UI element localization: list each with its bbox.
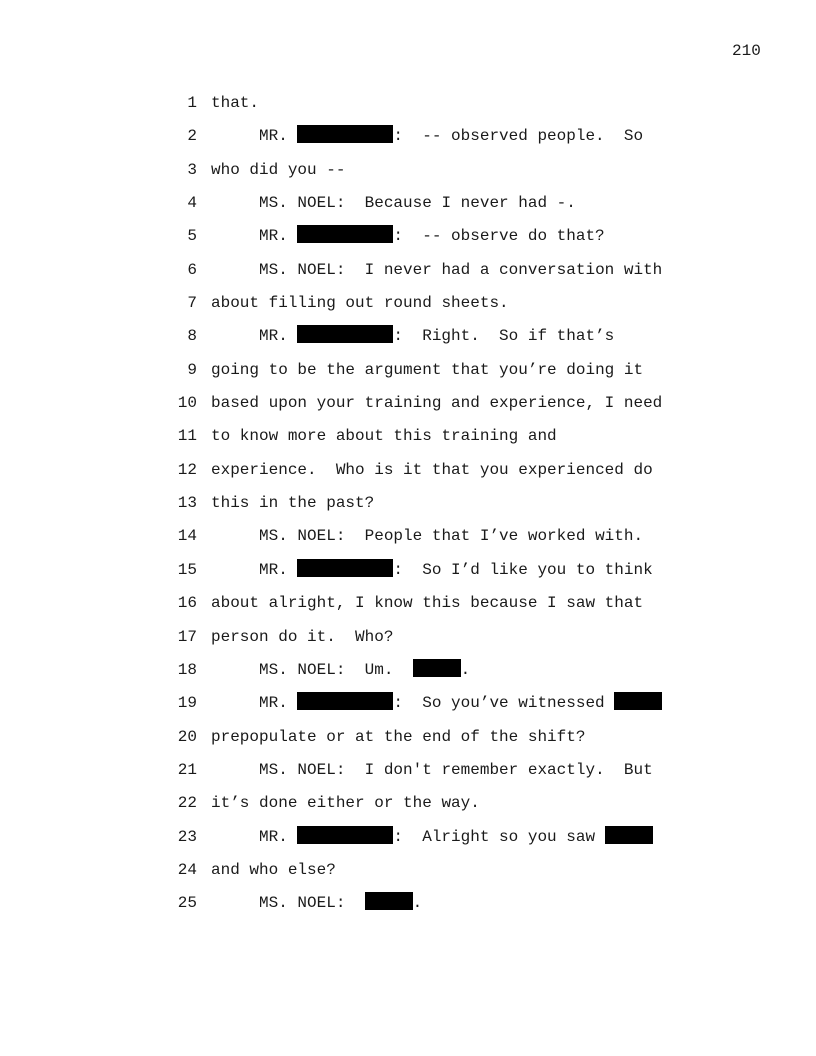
line-text — [211, 258, 662, 282]
line-number: 19 — [177, 694, 197, 713]
transcript-line — [0, 858, 816, 891]
text-segment: about filling out round sheets. — [211, 294, 509, 313]
redaction-box — [365, 892, 413, 910]
text-segment: it’s done either or the way. — [211, 794, 480, 813]
line-number: 18 — [177, 660, 197, 679]
line-number: 23 — [177, 827, 197, 846]
transcript-line — [0, 491, 816, 524]
transcript-line — [0, 825, 816, 858]
line-text — [211, 291, 509, 315]
text-segment: MR. — [211, 227, 298, 246]
line-text — [211, 524, 643, 548]
text-segment: . — [460, 660, 471, 679]
text-segment: prepopulate or at the end of the shift? — [211, 727, 586, 746]
transcript-line — [0, 424, 816, 457]
transcript-line — [0, 725, 816, 758]
line-text — [211, 791, 480, 815]
text-segment: MR. — [211, 694, 298, 713]
line-number: 7 — [187, 294, 197, 313]
line-number: 15 — [177, 560, 197, 579]
line-text — [211, 324, 614, 348]
line-number: 4 — [187, 194, 197, 213]
line-text — [211, 424, 557, 448]
text-segment: MR. — [211, 560, 298, 579]
transcript-line — [0, 791, 816, 824]
text-segment: MS. NOEL: Because I never had -. — [211, 194, 576, 213]
text-segment: : -- observed people. So — [393, 127, 644, 146]
line-number: 11 — [177, 427, 197, 446]
line-number: 24 — [177, 860, 197, 879]
line-text — [211, 825, 653, 849]
transcript-line — [0, 691, 816, 724]
text-segment: : So I’d like you to think — [393, 560, 653, 579]
line-text — [211, 458, 653, 482]
line-number: 5 — [187, 227, 197, 246]
transcript-line — [0, 258, 816, 291]
text-segment: and who else? — [211, 860, 336, 879]
line-text — [211, 91, 259, 115]
text-segment: MR. — [211, 327, 298, 346]
line-text — [211, 858, 336, 882]
transcript-line — [0, 891, 816, 924]
line-number: 21 — [177, 760, 197, 779]
transcript-line — [0, 358, 816, 391]
line-number: 17 — [177, 627, 197, 646]
text-segment: based upon your training and experience, I need — [211, 394, 663, 413]
line-number: 12 — [177, 460, 197, 479]
line-number: 10 — [177, 394, 197, 413]
transcript-line — [0, 158, 816, 191]
page-number: 210 — [732, 42, 761, 60]
line-text — [211, 124, 643, 148]
transcript-line — [0, 391, 816, 424]
text-segment: . — [412, 894, 423, 913]
transcript-body — [0, 91, 816, 925]
transcript-line — [0, 124, 816, 157]
text-segment: person do it. Who? — [211, 627, 394, 646]
line-text — [211, 691, 662, 715]
text-segment: : -- observe do that? — [393, 227, 605, 246]
line-text — [211, 224, 605, 248]
line-number: 16 — [177, 594, 197, 613]
transcript-line — [0, 458, 816, 491]
transcript-line — [0, 658, 816, 691]
line-text — [211, 558, 653, 582]
redaction-box — [297, 225, 393, 243]
line-number: 20 — [177, 727, 197, 746]
transcript-line — [0, 558, 816, 591]
redaction-box — [297, 325, 393, 343]
transcript-line — [0, 291, 816, 324]
text-segment: MS. NOEL: Um. — [211, 660, 413, 679]
line-number: 2 — [187, 127, 197, 146]
line-number: 1 — [187, 94, 197, 112]
text-segment: : Alright so you saw — [393, 827, 605, 846]
line-number: 9 — [187, 360, 197, 379]
redaction-box — [297, 559, 393, 577]
line-text — [211, 358, 643, 382]
text-segment: MR. — [211, 127, 298, 146]
line-text — [211, 491, 374, 515]
text-segment: : So you’ve witnessed — [393, 694, 615, 713]
line-text — [211, 191, 576, 215]
redaction-box — [413, 659, 461, 677]
line-number: 13 — [177, 494, 197, 513]
text-segment: who did you -- — [211, 160, 346, 179]
line-text — [211, 658, 470, 682]
redaction-box — [297, 125, 393, 143]
redaction-box — [605, 826, 653, 844]
line-text — [211, 158, 345, 182]
text-segment: MS. NOEL: I don't remember exactly. But — [211, 760, 653, 779]
transcript-line — [0, 324, 816, 357]
redaction-box — [297, 692, 393, 710]
line-text — [211, 625, 393, 649]
text-segment: going to be the argument that you’re doing it — [211, 360, 644, 379]
transcript-line — [0, 591, 816, 624]
redaction-box — [297, 826, 393, 844]
transcript-line — [0, 625, 816, 658]
transcript-line — [0, 224, 816, 257]
line-number: 8 — [187, 327, 197, 346]
line-number: 3 — [187, 160, 197, 179]
text-segment: that. — [211, 94, 260, 112]
transcript-line — [0, 758, 816, 791]
line-text — [211, 891, 422, 915]
text-segment: MS. NOEL: — [211, 894, 365, 913]
text-segment: MR. — [211, 827, 298, 846]
text-segment: MS. NOEL: I never had a conversation with — [211, 260, 663, 279]
transcript-line — [0, 91, 816, 124]
text-segment: experience. Who is it that you experienced do — [211, 460, 653, 479]
line-number: 6 — [187, 260, 197, 279]
line-number: 14 — [177, 527, 197, 546]
text-segment: about alright, I know this because I saw that — [211, 594, 644, 613]
transcript-line — [0, 524, 816, 557]
redaction-box — [614, 692, 662, 710]
transcript-line — [0, 191, 816, 224]
text-segment: MS. NOEL: People that I’ve worked with. — [211, 527, 644, 546]
line-number: 22 — [177, 794, 197, 813]
line-text — [211, 591, 643, 615]
text-segment: : Right. So if that’s — [393, 327, 615, 346]
line-number: 25 — [177, 894, 197, 913]
text-segment: to know more about this training and — [211, 427, 557, 446]
text-segment: this in the past? — [211, 494, 375, 513]
line-text — [211, 725, 585, 749]
line-text — [211, 391, 662, 415]
line-text — [211, 758, 653, 782]
